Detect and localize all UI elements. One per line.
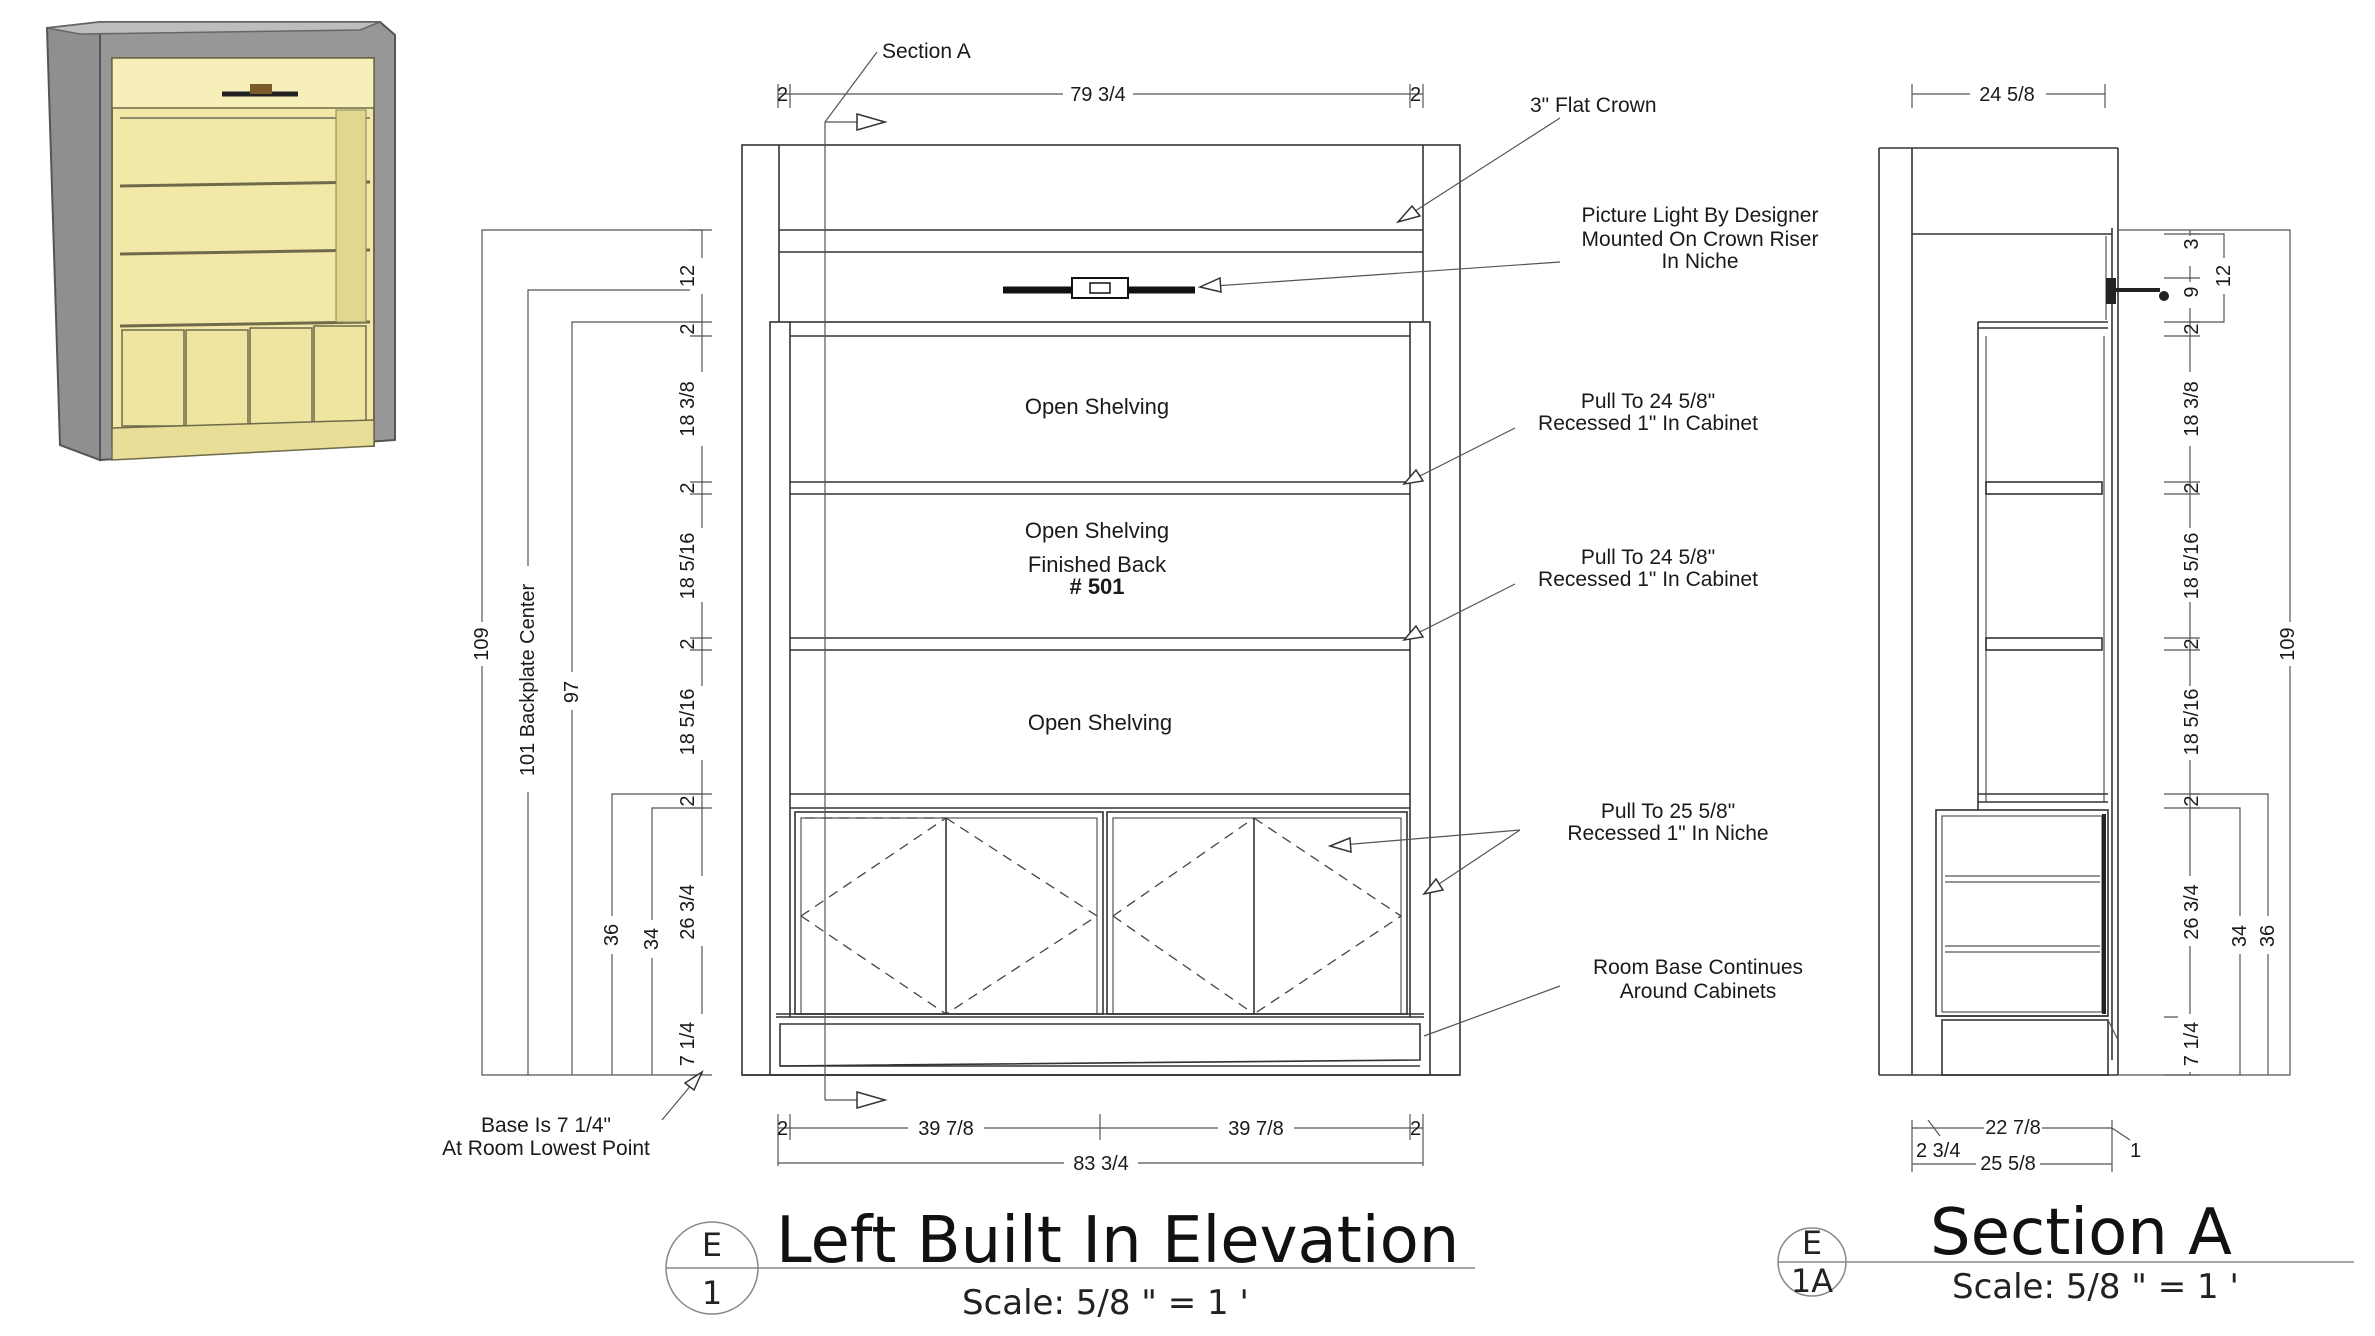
note-pull1-2: Recessed 1" In Cabinet — [1538, 412, 1758, 435]
elevation-tag-bottom: 1 — [701, 1274, 723, 1312]
section-bottom-total: 25 5/8 — [1980, 1153, 2036, 1175]
note-pull2-1: Pull To 24 5/8" — [1580, 546, 1716, 569]
sdim-gap-1: 2 — [2181, 323, 2203, 335]
section-bottom-toe: 2 3/4 — [1916, 1140, 1961, 1162]
section-tag-bottom: 1A — [1790, 1262, 1834, 1300]
section-tag-top: E — [1801, 1224, 1823, 1262]
vdim-gap-4: 2 — [677, 795, 699, 807]
section-bottom-depth: 22 7/8 — [1985, 1117, 2041, 1139]
section-dimension-lines — [2118, 230, 2302, 1075]
section-scale: Scale: 5/8 " = 1 ' — [1952, 1267, 2239, 1307]
vdim-base: 7 1/4 — [677, 1021, 699, 1067]
section-marker-leader — [825, 52, 877, 122]
vdim-cabinet: 26 3/4 — [677, 884, 699, 940]
vdim-crown: 12 — [677, 264, 699, 288]
section-title: Section A — [1930, 1196, 2232, 1270]
vdim-gap-2: 2 — [677, 482, 699, 494]
sdim-gap-3: 2 — [2181, 638, 2203, 650]
note-lowbase-1: Base Is 7 1/4" — [480, 1114, 612, 1137]
elevation-vertical-dim-labels — [471, 265, 699, 1066]
sdim-base: 7 1/4 — [2181, 1021, 2203, 1067]
note-light-3: In Niche — [1661, 250, 1739, 273]
note-pull3-2: Recessed 1" In Niche — [1567, 822, 1769, 845]
vdim-shelf-1: 18 3/8 — [677, 381, 699, 437]
shelf-label-bottom: Open Shelving — [1027, 710, 1173, 735]
note-pull2-2: Recessed 1" In Cabinet — [1538, 568, 1758, 591]
sdim-12: 12 — [2213, 264, 2235, 288]
section-title-block — [1778, 1196, 2354, 1307]
sdim-total: 109 — [2277, 627, 2299, 661]
note-crown: 3" Flat Crown — [1530, 94, 1657, 117]
shelf-label-middle-sub: Finished Back — [1027, 552, 1167, 577]
sdim-shelf-2: 18 5/16 — [2181, 532, 2203, 600]
elevation-leaders — [662, 118, 1560, 1120]
vdim-gap-1: 2 — [677, 323, 699, 335]
sdim-9: 9 — [2181, 286, 2203, 298]
elevation-scale: Scale: 5/8 " = 1 ' — [962, 1283, 1249, 1323]
sdim-34: 34 — [2229, 924, 2251, 948]
note-light-2: Mounted On Crown Riser — [1581, 228, 1819, 251]
vdim-36: 36 — [601, 923, 623, 947]
shelf-label-top: Open Shelving — [1024, 394, 1170, 419]
vdim-97: 97 — [561, 680, 583, 704]
vdim-34: 34 — [641, 927, 663, 951]
bottom-dim-mid-left: 39 7/8 — [918, 1118, 974, 1140]
3d-thumbnail — [47, 22, 395, 460]
bottom-dim-total: 83 3/4 — [1073, 1153, 1129, 1175]
vdim-gap-3: 2 — [677, 638, 699, 650]
sdim-36: 36 — [2257, 924, 2279, 948]
note-base-2: Around Cabinets — [1619, 980, 1777, 1003]
elevation-notes — [442, 94, 1818, 1160]
section-bottom-gap: 1 — [2130, 1140, 2142, 1162]
note-lowbase-2: At Room Lowest Point — [442, 1137, 650, 1160]
elevation-tag-top: E — [701, 1226, 723, 1264]
sdim-3: 3 — [2181, 238, 2203, 250]
top-dim-right: 2 — [1410, 84, 1422, 106]
bottom-dim-mid-right: 39 7/8 — [1228, 1118, 1284, 1140]
shelf-label-middle: Open Shelving — [1024, 518, 1170, 543]
elevation-title: Left Built In Elevation — [776, 1204, 1460, 1278]
sdim-gap-2: 2 — [2181, 482, 2203, 494]
elevation-drawing — [742, 114, 1460, 1108]
section-top-dim: 24 5/8 — [1979, 84, 2035, 106]
vdim-backplate: 101 Backplate Center — [517, 583, 539, 777]
note-pull1-1: Pull To 24 5/8" — [1580, 390, 1716, 413]
top-dim-left: 2 — [777, 84, 789, 106]
note-base-1: Room Base Continues — [1592, 956, 1804, 979]
note-pull3-1: Pull To 25 5/8" — [1600, 800, 1736, 823]
sdim-cabinet: 26 3/4 — [2181, 884, 2203, 940]
shelf-label-code: # 501 — [1069, 574, 1125, 599]
elevation-title-block — [666, 1204, 1475, 1323]
sdim-gap-4: 2 — [2181, 795, 2203, 807]
elevation-left-dimension-lines — [470, 230, 714, 1075]
section-marker-label: Section A — [882, 40, 971, 63]
vdim-shelf-2: 18 5/16 — [677, 532, 699, 600]
top-dim-middle: 79 3/4 — [1070, 84, 1126, 106]
section-drawing — [1879, 148, 2169, 1075]
bottom-dim-left: 2 — [777, 1118, 789, 1140]
sdim-shelf-3: 18 5/16 — [2181, 688, 2203, 756]
note-light-1: Picture Light By Designer — [1581, 204, 1819, 227]
vdim-total: 109 — [471, 627, 493, 661]
bottom-dim-right: 2 — [1410, 1118, 1422, 1140]
vdim-shelf-3: 18 5/16 — [677, 688, 699, 756]
sdim-shelf-1: 18 3/8 — [2181, 381, 2203, 437]
